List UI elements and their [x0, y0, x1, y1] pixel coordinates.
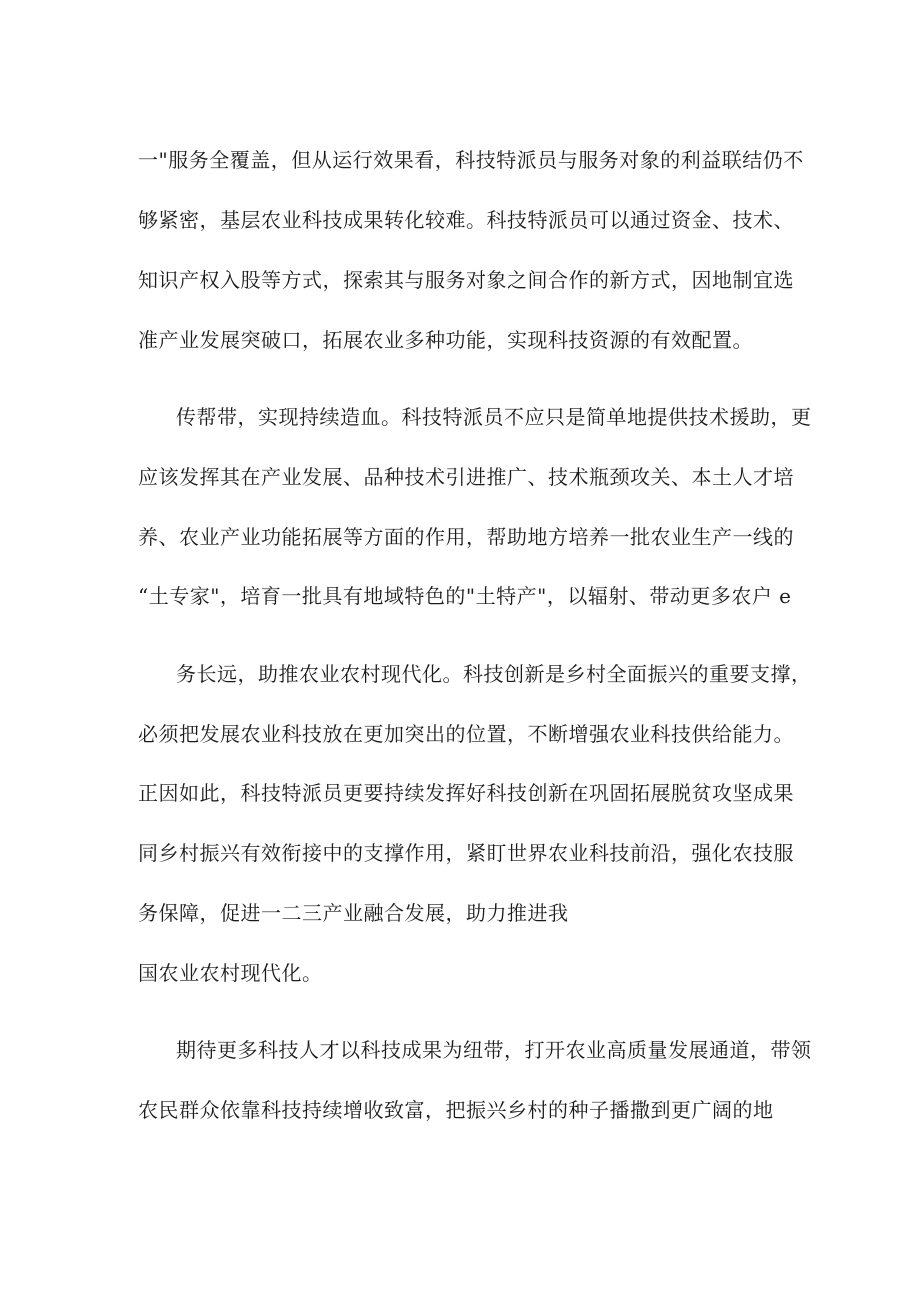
text-line: 养、农业产业功能拓展等方面的作用，帮助地方培养一批农业生产一线的: [138, 525, 794, 549]
text-line: 够紧密，基层农业科技成果转化较难。科技特派员可以通过资金、技术、: [138, 208, 794, 232]
text-line: 农民群众依靠科技持续增收致富，把振兴乡村的种子播撒到更广阔的地: [138, 1098, 774, 1122]
text-line: 传帮带，实现持续造血。科技特派员不应只是简单地提供技术援助，更: [176, 405, 812, 429]
text-line: 知识产权入股等方式，探索其与服务对象之间合作的新方式，因地制宜选: [138, 268, 794, 292]
text-line: 必须把发展农业科技放在更加突出的位置，不断增强农业科技供给能力。: [138, 722, 794, 746]
text-line: 准产业发展突破口，拓展农业多种功能，实现科技资源的有效配置。: [138, 328, 753, 352]
text-line: 期待更多科技人才以科技成果为纽带，打开农业高质量发展通道，带领: [176, 1038, 812, 1062]
text-line: “土专家"，培育一批具有地域特色的"土特产"，以辐射、带动更多农户 e: [138, 584, 792, 608]
text-line: 务保障，促进一二三产业融合发展，助力推进我: [138, 901, 569, 925]
text-line: 同乡村振兴有效衔接中的支撑作用，紧盯世界农业科技前沿，强化农技服: [138, 841, 794, 865]
text-line: 务长远，助推农业农村现代化。科技创新是乡村全面振兴的重要支撑，: [176, 662, 812, 686]
text-line: 国农业农村现代化。: [138, 961, 323, 985]
text-line: 一"服务全覆盖，但从运行效果看，科技特派员与服务对象的利益联结仍不: [138, 148, 804, 172]
text-line: 应该发挥其在产业发展、品种技术引进推广、技术瓶颈攻关、本土人才培: [138, 465, 794, 489]
text-line: 正因如此，科技特派员更要持续发挥好科技创新在巩固拓展脱贫攻坚成果: [138, 781, 794, 805]
